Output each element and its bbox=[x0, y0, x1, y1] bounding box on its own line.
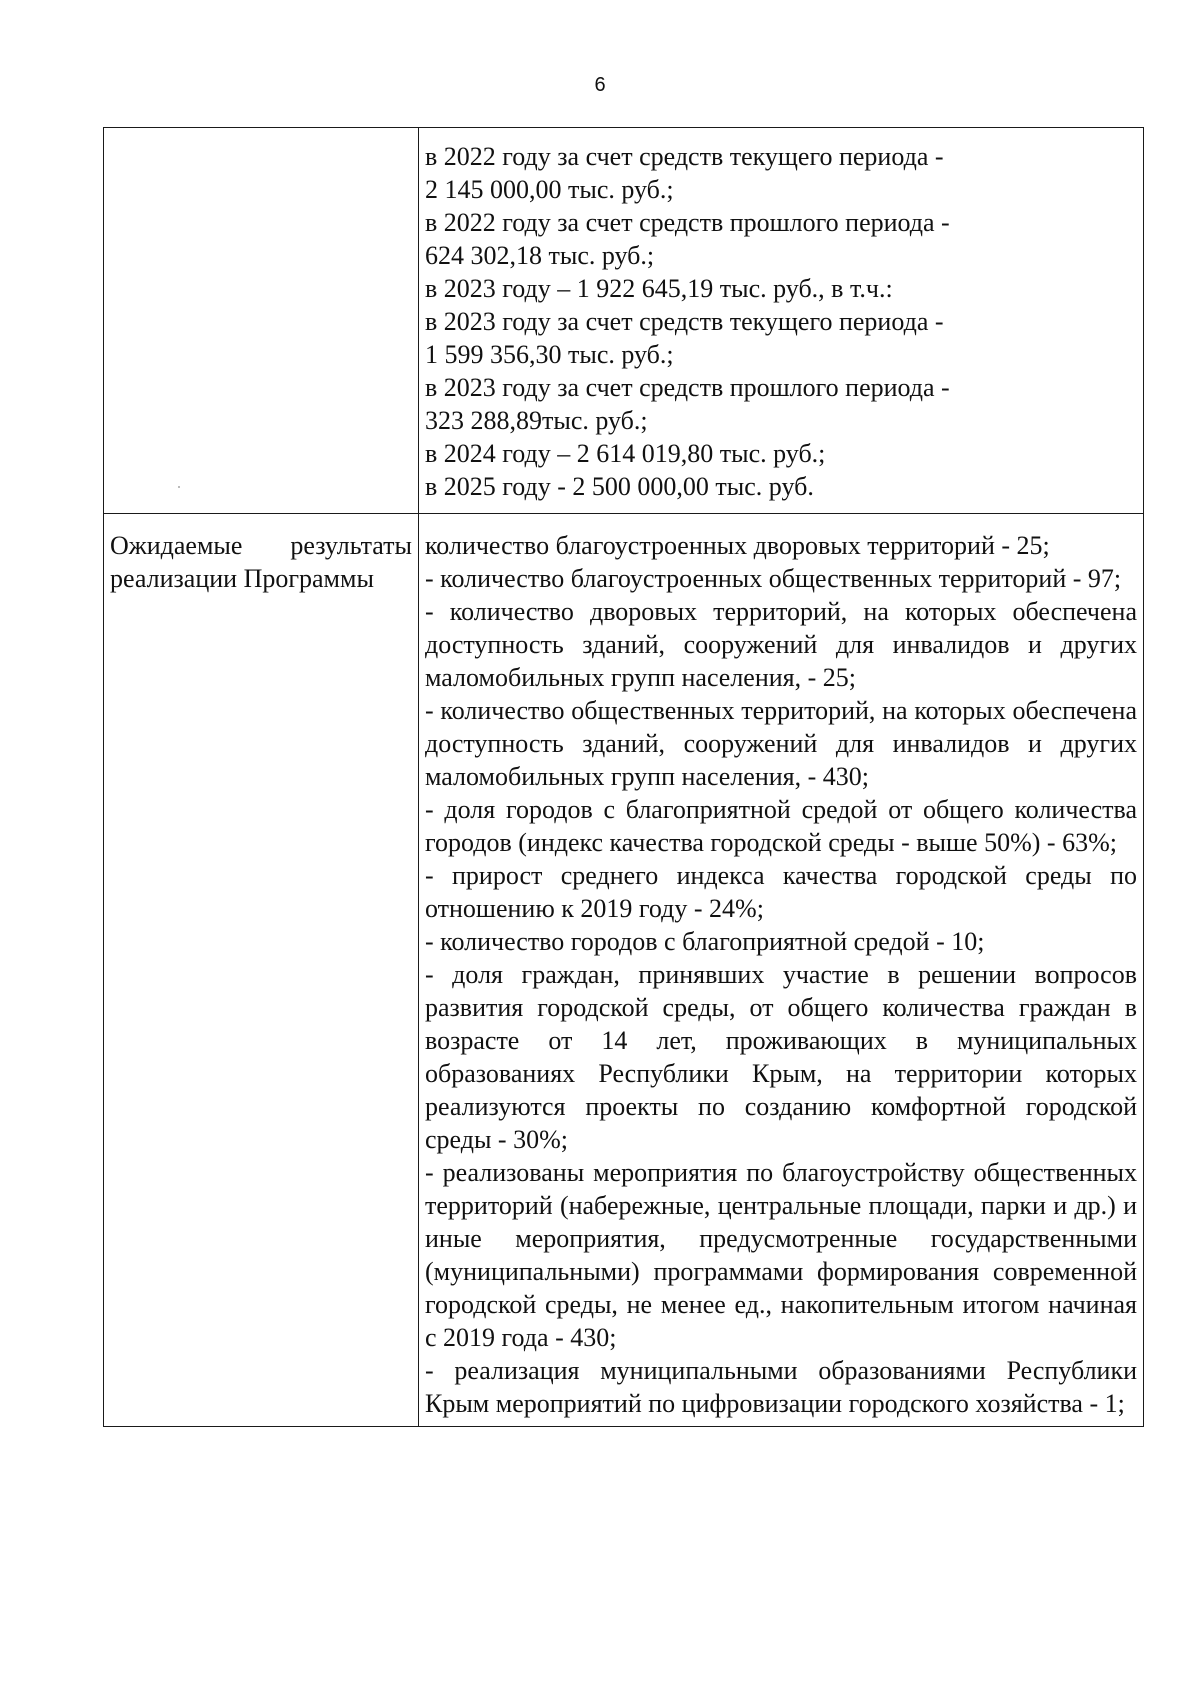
results-label-cell bbox=[104, 514, 419, 1427]
financing-value-cell bbox=[419, 128, 1144, 514]
result-item: - прирост среднего индекса качества городской среды по отношению к 2019 году - 24%; bbox=[425, 861, 1137, 923]
table-row-results bbox=[104, 514, 1144, 1427]
financing-line: в 2023 году – 1 922 645,19 тыс. руб., в т.ч.: bbox=[425, 274, 893, 303]
results-list bbox=[419, 514, 1143, 1426]
financing-label-cell bbox=[104, 128, 419, 514]
scan-artifact bbox=[178, 486, 180, 488]
financing-line: в 2024 году – 2 614 019,80 тыс. руб.; bbox=[425, 439, 826, 468]
financing-line: в 2025 году - 2 500 000,00 тыс. руб. bbox=[425, 472, 814, 501]
table-row-financing bbox=[104, 128, 1144, 514]
financing-line: 323 288,89тыс. руб.; bbox=[425, 406, 648, 435]
financing-line: в 2022 году за счет средств прошлого периода - bbox=[425, 208, 950, 237]
result-item: количество благоустроенных дворовых территорий - 25; bbox=[425, 531, 1050, 560]
result-item: - количество дворовых территорий, на которых обеспечена доступность зданий, сооружений для инвалидов и других маломобильных групп населения, - 25; bbox=[425, 597, 1137, 692]
passport-table bbox=[103, 127, 1144, 1427]
financing-line: 624 302,18 тыс. руб.; bbox=[425, 241, 655, 270]
financing-line: в 2023 году за счет средств прошлого периода - bbox=[425, 373, 950, 402]
financing-line: в 2022 году за счет средств текущего периода - bbox=[425, 142, 944, 171]
result-item: - количество городов с благоприятной средой - 10; bbox=[425, 927, 985, 956]
financing-line: 2 145 000,00 тыс. руб.; bbox=[425, 175, 674, 204]
results-label: Ожидаемые результаты реализации Программы bbox=[110, 531, 412, 593]
financing-line: 1 599 356,30 тыс. руб.; bbox=[425, 340, 674, 369]
financing-line: в 2023 году за счет средств текущего периода - bbox=[425, 307, 944, 336]
result-item: - реализованы мероприятия по благоустройству общественных территорий (набережные, центральные площади, парки и др.) и иные мероприятия, предусмотренные государственными (муниципальными) программами формирования современной городской среды, не менее ед., накопительным итогом начиная с 2019 года - 430; bbox=[425, 1158, 1137, 1352]
result-item: - реализация муниципальными образованиями Республики Крым мероприятий по цифровизации городского хозяйства - 1; bbox=[425, 1356, 1137, 1418]
financing-label bbox=[104, 128, 418, 150]
financing-lines bbox=[419, 128, 1143, 513]
result-item: - доля городов с благоприятной средой от общего количества городов (индекс качества городской среды - выше 50%) - 63%; bbox=[425, 795, 1137, 857]
result-item: - количество общественных территорий, на которых обеспечена доступность зданий, сооружений для инвалидов и других маломобильных групп населения, - 430; bbox=[425, 696, 1137, 791]
result-item: - доля граждан, принявших участие в решении вопросов развития городской среды, от общего количества граждан в возрасте от 14 лет, проживающих в муниципальных образованиях Республики Крым, на территории которых реализуются проекты по созданию комфортной городской среды - 30%; bbox=[425, 960, 1137, 1154]
page-number: 6 bbox=[594, 74, 606, 96]
result-item: - количество благоустроенных общественных территорий - 97; bbox=[425, 564, 1122, 593]
results-value-cell bbox=[419, 514, 1144, 1427]
